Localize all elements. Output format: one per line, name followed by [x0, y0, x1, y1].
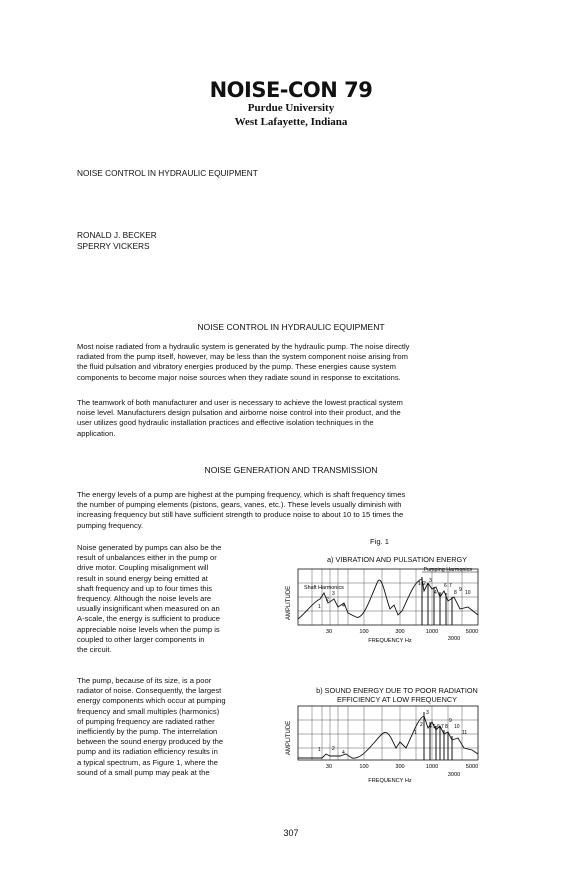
panel-a-shaft-number: 3	[332, 591, 335, 597]
panel-a-xtick: 5000	[465, 629, 479, 635]
panel-a-xtick: 30	[325, 629, 333, 635]
text-line: usually insignificant when measured on an	[77, 604, 220, 614]
panel-a-title: a) VIBRATION AND PULSATION ENERGY	[326, 555, 468, 564]
panel-a-shaft-number: 2	[326, 597, 329, 603]
text-line: pump and its radiation efficiency results in	[77, 747, 218, 757]
panel-b-harmonic-spikes	[424, 712, 452, 760]
text-line: increasing frequency but still have sufficient strength to produce noise to about 10 to 15 times the	[77, 510, 404, 520]
figure-label: Fig. 1	[370, 537, 389, 546]
location-line: West Lafayette, Indiana	[234, 116, 348, 128]
panel-b-frame	[298, 706, 478, 760]
panel-a-xtick: 300	[395, 629, 405, 635]
panel-a-pump-number: 2	[423, 581, 426, 587]
text-line: the fluid pulsation and vibratory energies produced by the pump. These energies cause system	[77, 362, 396, 372]
panel-a-harmonic-spikes	[422, 577, 452, 625]
text-line: application.	[77, 428, 116, 438]
panel-b-xlabel: FREQUENCY Hz	[368, 778, 412, 784]
text-line: coupled to other larger components in	[77, 634, 205, 644]
text-line: appreciable noise levels when the pump is	[77, 624, 220, 634]
panel-b-xtick: 100	[359, 764, 369, 770]
panel-a-xlabel: FREQUENCY Hz	[368, 638, 412, 644]
panel-a-xtick-extra: 3000	[447, 636, 461, 642]
text-line: noise level. Manufacturers design pulsation and airborne noise control into their product, and the	[77, 408, 401, 418]
panel-b-title-line: EFFICIENCY AT LOW FREQUENCY	[336, 695, 457, 704]
panel-b-ylabel: AMPLITUDE	[286, 720, 292, 756]
text-line: frequency and small multiples (harmonics)	[77, 706, 220, 716]
section-heading-main: NOISE CONTROL IN HYDRAULIC EQUIPMENT	[197, 322, 385, 332]
panel-a-shaft-number: 1	[318, 604, 321, 610]
panel-a-pump-number: 9	[459, 587, 462, 593]
text-line: result of unbalances either in the pump or	[77, 553, 217, 563]
text-line: the number of pumping elements (pistons, gears, vanes, etc.). These levels usually diminish with	[77, 500, 402, 510]
panel-b-pump-number: 8	[445, 724, 448, 730]
text-line: result in sound energy being emitted at	[77, 573, 208, 583]
author-name: RONALD J. BECKER	[77, 230, 157, 240]
paper-title: NOISE CONTROL IN HYDRAULIC EQUIPMENT	[77, 168, 258, 178]
panel-a-pump-number: 7	[449, 583, 452, 589]
panel-b-pump-number: 11	[462, 730, 468, 736]
text-line: shaft frequency and up to four times this	[77, 583, 213, 593]
text-line: pumping frequency.	[77, 520, 144, 530]
text-line: of pumping frequency are radiated rather	[77, 716, 215, 726]
text-line: A-scale, the energy is sufficient to produce	[77, 614, 220, 624]
panel-b-shaft-number: 2	[332, 746, 335, 752]
text-line: inefficiently by the pump. The interrelation	[77, 727, 218, 737]
panel-a-pump-number: 4	[434, 590, 437, 596]
panel-b-shaft-number: 1	[318, 747, 321, 753]
conference-title: NOISE-CON 79	[209, 78, 373, 102]
panel-b-shaft-number: 4	[342, 750, 345, 756]
panel-a-shaft-number: 4	[342, 603, 345, 609]
panel-b-pump-number: 2	[420, 722, 423, 728]
university-line: Purdue University	[247, 102, 335, 114]
text-line: radiator of noise. Consequently, the largest	[77, 686, 222, 696]
panel-b-xtick: 1000	[425, 764, 439, 770]
panel-b-pump-number: 3	[426, 710, 429, 716]
panel-b-xtick: 30	[325, 764, 333, 770]
panel-a-pump-number: 6	[444, 583, 447, 589]
text-line: The pump, because of its size, is a poor	[77, 676, 212, 685]
panel-a-pump-number: 3	[429, 578, 432, 584]
panel-b-title-line: b) SOUND ENERGY DUE TO POOR RADIATION	[316, 686, 478, 695]
text-line: between the sound energy produced by the	[77, 737, 224, 747]
panel-b-pump-number: 7	[441, 724, 444, 730]
text-line: The teamwork of both manufacturer and user is necessary to achieve the lowest practical system	[77, 398, 403, 407]
section-heading-generation: NOISE GENERATION AND TRANSMISSION	[204, 465, 378, 475]
author-affiliation: SPERRY VICKERS	[77, 241, 150, 251]
panel-a-pump-number: 5	[439, 592, 442, 598]
text-line: the circuit.	[77, 645, 112, 655]
page-number: 307	[283, 828, 299, 838]
panel-a-pump-number: 10	[465, 590, 471, 596]
panel-a-ylabel: AMPLITUDE	[286, 585, 292, 621]
panel-b-title	[286, 686, 508, 704]
panel-b-chart	[282, 704, 514, 796]
text-line: frequency. Although the noise levels are	[77, 594, 212, 604]
paragraph-5	[77, 676, 269, 778]
text-line: components to become major noise sources when they radiate sound in response to excitations.	[77, 372, 401, 382]
panel-b-pump-number: 4	[429, 724, 432, 730]
panel-a-xtick: 100	[359, 629, 369, 635]
text-line: drive motor. Coupling misalignment will	[77, 563, 209, 573]
panel-b-pump-number: 6	[437, 724, 440, 730]
paragraph-2	[77, 398, 509, 439]
paragraph-1	[77, 342, 509, 383]
panel-a-pump-number: 8	[454, 590, 457, 596]
panel-b-xtick-extra: 3000	[447, 772, 461, 778]
text-line: radiated from the pump itself, however, may be less than the system component noise arising from	[77, 352, 408, 362]
panel-b-xtick: 5000	[465, 764, 479, 770]
panel-b-xtick: 300	[395, 764, 405, 770]
panel-a-pump-number: 1	[418, 581, 421, 587]
text-line: energy components which occur at pumping	[77, 696, 226, 706]
panel-b-pump-number: 10	[454, 724, 460, 730]
paragraph-3	[77, 490, 509, 531]
paragraph-4	[77, 543, 269, 655]
text-line: a typical spectrum, as Figure 1, where the	[77, 757, 218, 767]
panel-a-xtick: 1000	[425, 629, 439, 635]
panel-b-pump-number: 9	[449, 718, 452, 724]
panel-a-pumping-label: Pumping Harmonics	[423, 567, 472, 573]
panel-a-shaft-label: Shaft Harmonics	[304, 585, 344, 591]
panel-b-pump-number: 1	[414, 730, 417, 736]
text-line: Noise generated by pumps can also be the	[77, 543, 222, 552]
text-line: sound of a small pump may peak at the	[77, 767, 210, 777]
text-line: Most noise radiated from a hydraulic system is generated by the hydraulic pump. The noise directly	[77, 342, 410, 351]
text-line: user utilizes good hydraulic installation practices and effective isolation techniques in the	[77, 418, 374, 428]
panel-b-grid	[298, 706, 478, 760]
panel-a-grid	[298, 569, 478, 625]
text-line: The energy levels of a pump are highest at the pumping frequency, which is shaft frequency times	[77, 490, 406, 499]
panel-a-chart	[282, 563, 514, 655]
panel-b-pump-number: 5	[433, 724, 436, 730]
